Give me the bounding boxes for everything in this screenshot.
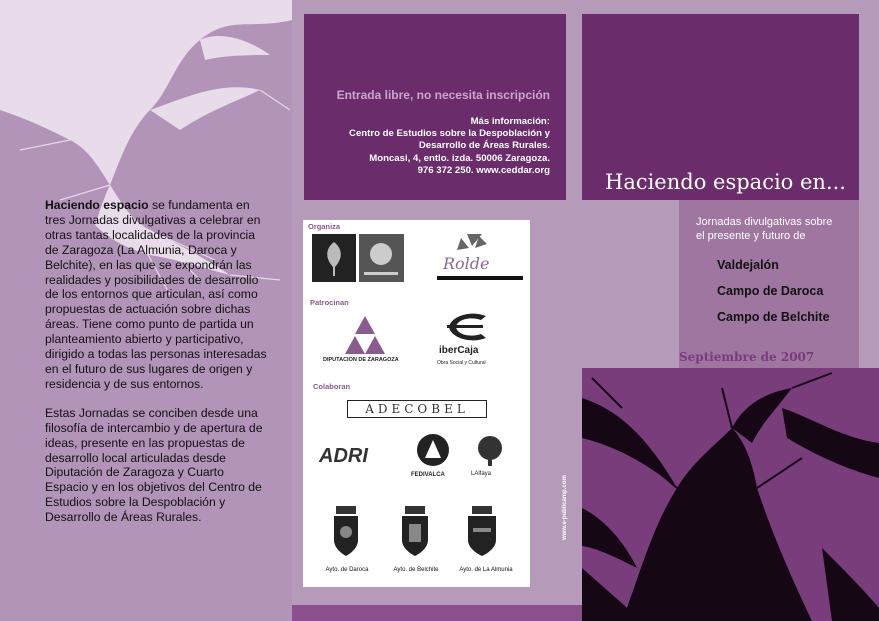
ceddar-logo <box>312 234 404 282</box>
almunia-shield-icon <box>465 502 499 558</box>
info-line: Centro de Estudios sobre la Despoblación y <box>349 128 550 140</box>
belchite-shield-icon <box>399 502 431 558</box>
fedivalca-icon <box>415 432 451 468</box>
adri-logo: ADRI <box>319 445 368 467</box>
middle-panel <box>292 0 582 621</box>
diputacion-logo <box>345 316 385 354</box>
date-label: Septiembre de 2007 <box>679 350 815 364</box>
contact-info <box>310 116 550 177</box>
sponsors-box <box>303 220 530 587</box>
bottom-band <box>292 605 582 621</box>
fedivalca-text: FEDIVALCA <box>411 472 445 478</box>
caption-belchite: Ayto. de Belchite <box>393 567 439 573</box>
place-daroca: Campo de Daroca <box>717 284 824 298</box>
place-belchite: Campo de Belchite <box>717 310 830 324</box>
info-block <box>304 14 566 200</box>
place-valdejalon: Valdejalón <box>717 258 779 272</box>
jornadas-box <box>679 200 859 368</box>
rolde-text: Rolde <box>443 254 490 273</box>
intro-text <box>45 198 270 539</box>
daroca-shield-icon <box>331 502 361 558</box>
page-title: Haciendo espacio en... <box>605 170 846 194</box>
intro-rest: se fundamenta en tres Jornadas divulgativas a celebrar en otras tantas localidades de la provincia de Zaragoza (La Almunia, Daroca y Belchite), en las que se expondrán las realidades y posibilidades de desarrollo de los entornos que articulan, así como propuestas de actuación sobre dichas áreas. Tiene como punto de partida un planteamiento abierto y participativo, dirigido a todas las personas interesadas en el futuro de sus lugares de origen y residencia y de sus entornos. <box>45 198 267 391</box>
info-line: 976 372 250. www.ceddar.org <box>417 164 550 176</box>
organiza-label: Organiza <box>308 222 341 231</box>
info-line: Desarrollo de Áreas Rurales. <box>418 140 550 152</box>
caption-daroca: Ayto. de Daroca <box>325 567 369 573</box>
jornadas-line-1: Jornadas divulgativas sobre <box>696 216 833 228</box>
jornadas-subtitle <box>696 215 856 243</box>
adecobel-logo: ADECOBEL <box>347 400 487 418</box>
jornadas-line-2: el presente y futuro de <box>696 230 806 242</box>
alfaja-text: LAlfaya <box>471 471 492 477</box>
left-panel <box>0 0 292 621</box>
info-line: Más información: <box>470 116 550 127</box>
right-panel <box>582 0 879 621</box>
alfaja-icon <box>465 434 515 470</box>
colaboran-label: Colaboran <box>313 382 351 391</box>
ibercaja-logo <box>441 312 491 342</box>
tree-photo <box>582 368 879 621</box>
diputacion-text: DIPUTACION DE ZARAGOZA <box>323 357 399 363</box>
intro-bold: Haciendo espacio <box>45 198 149 212</box>
info-line: Moncasi, 4, entlo. izda. 50006 Zaragoza. <box>369 152 550 164</box>
entrada-libre: Entrada libre, no necesita inscripción <box>336 88 550 102</box>
paragraph-2: Estas Jornadas se conciben desde una filosofía de intercambio y de apertura de ideas, presente en las propuestas de desarrollo local articuladas desde Diputación de Zaragoza y Cuarto Espacio y en los objetivos del Centro de Estudios sobre la Despoblación y Desarrollo de Áreas Rurales. <box>45 405 263 525</box>
vertical-url: www.e-publicamp.com <box>562 475 568 540</box>
ibercaja-text: iberCaja <box>439 345 479 356</box>
patrocinan-label: Patrocinan <box>310 298 349 307</box>
ibercaja-sub: Obra Social y Cultural <box>437 360 486 366</box>
caption-almunia: Ayto. de La Almunia <box>459 567 513 573</box>
